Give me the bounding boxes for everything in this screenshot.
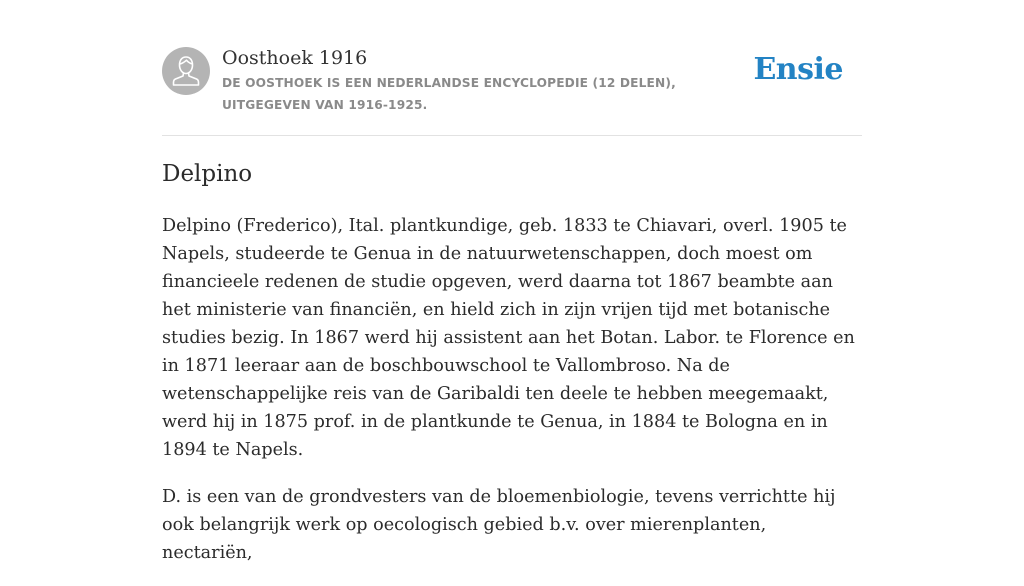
header-divider — [162, 135, 862, 136]
article-paragraph: D. is een van de grondvesters van de bloemenbiologie, tevens verrichtte hij ook belangrijk werk op oecologisch gebied b.v. over mierenplanten, nectariën, — [162, 487, 836, 563]
page — [162, 0, 862, 563]
article-body — [162, 212, 862, 586]
source-title[interactable]: Oosthoek 1916 — [222, 47, 368, 69]
user-avatar-icon[interactable] — [162, 47, 210, 95]
article-paragraph: Delpino (Frederico), Ital. plantkundige, geb. 1833 te Chiavari, overl. 1905 te Napels, studeerde te Genua in de natuurwetenschappen, doch moest om financieele redenen de studie opgeven, werd daarna tot 1867 beambte aan het ministerie van financiën, en hield zich in zijn vrijen tijd met botanische studies bezig. In 1867 werd hij assistent aan het Botan. Labor. te Florence en in 1871 leeraar aan de boschbouwschool te Vallombroso. Na de wetenschappelijke reis van de Garibaldi ten deele te hebben meegemaakt, werd hij in 1875 prof. in de plantkunde te Genua, in 1884 te Bologna en in 1894 te Napels. — [162, 216, 855, 460]
source-description: DE OOSTHOEK IS EEN NEDERLANDSE ENCYCLOPEDIE (12 DELEN), UITGEGEVEN VAN 1916-1925. — [222, 76, 676, 112]
article-title: Delpino — [162, 161, 253, 187]
source-header — [162, 46, 862, 116]
ensie-logo-link[interactable]: Ensie — [753, 52, 843, 87]
